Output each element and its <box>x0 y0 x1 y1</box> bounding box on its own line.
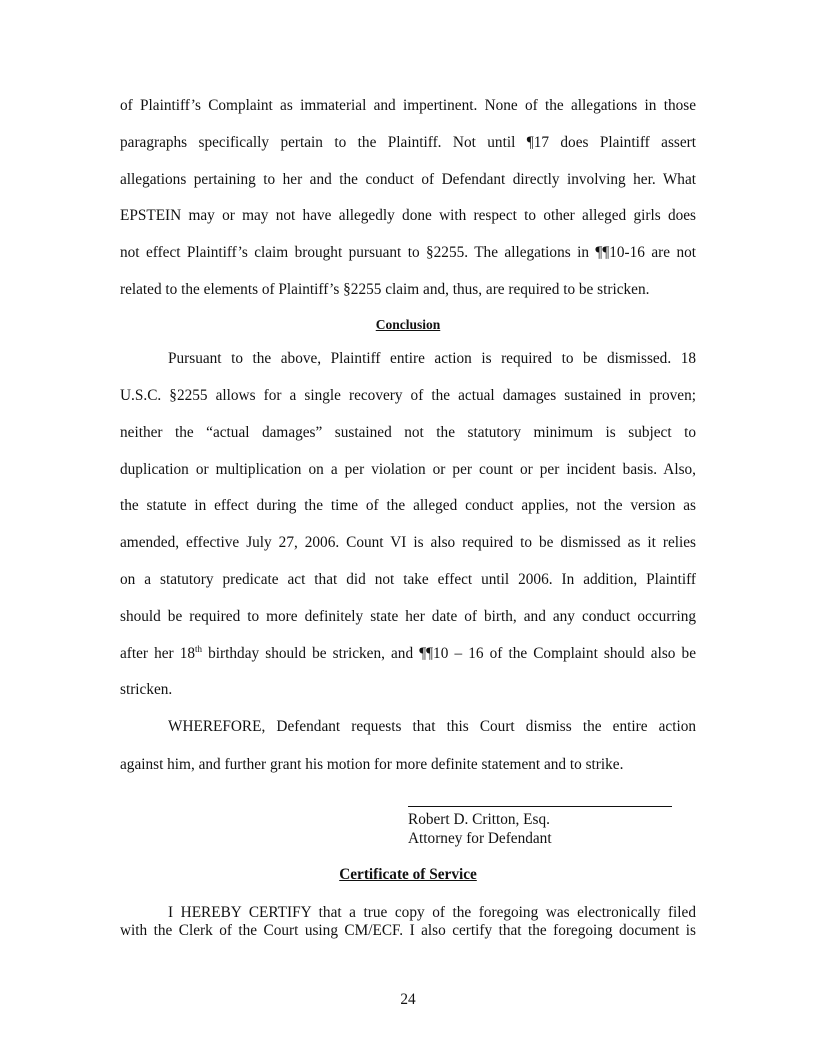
certificate-line: with the Clerk of the Court using CM/ECF. I also certify that the foregoing document is <box>120 922 696 939</box>
body-line: neither the “actual damages” sustained not the statutory minimum is subject to <box>120 424 696 441</box>
signature-name: Robert D. Critton, Esq. <box>408 811 550 828</box>
body-line: should be required to more definitely state her date of birth, and any conduct occurring <box>120 608 696 625</box>
body-line: not effect Plaintiff’s claim brought pursuant to §2255. The allegations in ¶¶10-16 are not <box>120 244 696 261</box>
conclusion-heading: Conclusion <box>375 317 441 332</box>
body-line: related to the elements of Plaintiff’s §2255 claim and, thus, are required to be stricken. <box>120 281 650 298</box>
body-line: WHEREFORE, Defendant requests that this Court dismiss the entire action <box>168 718 696 735</box>
certificate-line: I HEREBY CERTIFY that a true copy of the foregoing was electronically filed <box>168 904 696 921</box>
body-line: EPSTEIN may or may not have allegedly done with respect to other alleged girls does <box>120 207 696 224</box>
body-line: against him, and further grant his motion for more definite statement and to strike. <box>120 756 624 773</box>
body-line: allegations pertaining to her and the conduct of Defendant directly involving her. What <box>120 171 696 188</box>
body-line: on a statutory predicate act that did not take effect until 2006. In addition, Plaintiff <box>120 571 696 588</box>
body-line: duplication or multiplication on a per violation or per count or per incident basis. Also, <box>120 461 696 478</box>
page-number: 24 <box>400 991 416 1008</box>
body-line: stricken. <box>120 681 173 698</box>
text-after-superscript: birthday should be stricken, and ¶¶10 – 16 of the Complaint should also be <box>202 645 696 662</box>
body-line: amended, effective July 27, 2006. Count VI is also required to be dismissed as it relies <box>120 534 696 551</box>
ordinal-superscript: th <box>195 643 203 654</box>
body-line: of Plaintiff’s Complaint as immaterial and impertinent. None of the allegations in those <box>120 97 696 114</box>
text-before-superscript: after her 18 <box>120 645 196 662</box>
signature-line <box>408 806 672 807</box>
body-line: Pursuant to the above, Plaintiff entire action is required to be dismissed. 18 <box>168 350 696 367</box>
body-line: the statute in effect during the time of the alleged conduct applies, not the version as <box>120 497 696 514</box>
body-line-with-superscript <box>120 645 696 663</box>
signature-title: Attorney for Defendant <box>408 830 552 847</box>
body-line: U.S.C. §2255 allows for a single recovery of the actual damages sustained in proven; <box>120 387 696 404</box>
certificate-heading: Certificate of Service <box>339 866 477 883</box>
body-line: paragraphs specifically pertain to the Plaintiff. Not until ¶17 does Plaintiff assert <box>120 134 696 151</box>
